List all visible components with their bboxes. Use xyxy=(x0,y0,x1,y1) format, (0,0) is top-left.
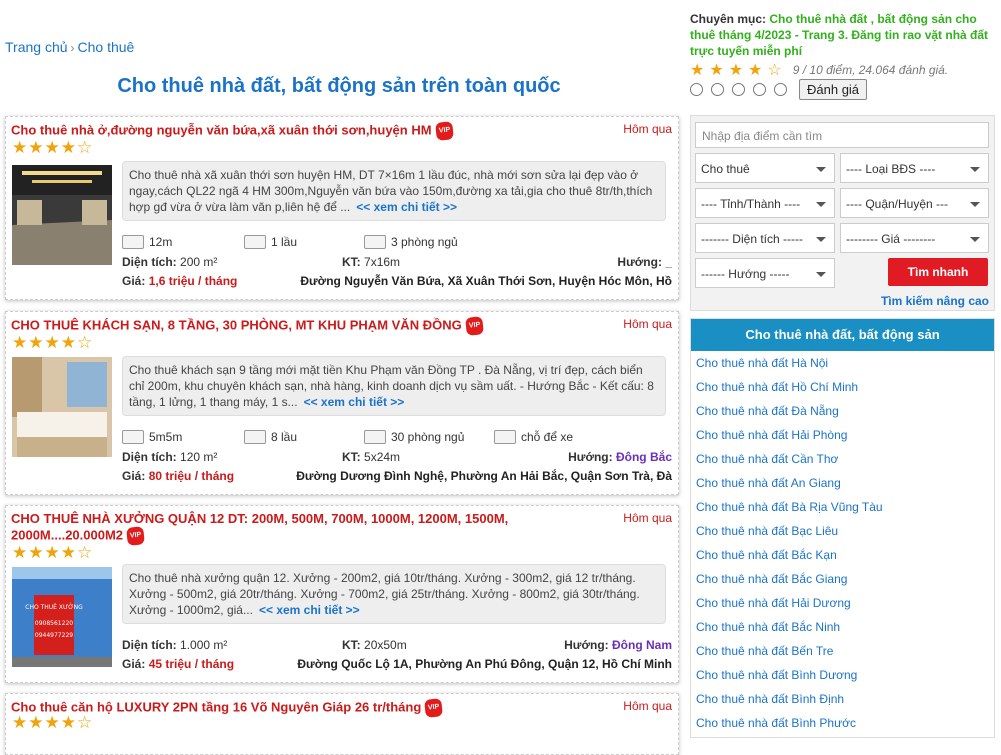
listing-thumbnail[interactable] xyxy=(12,357,112,457)
vip-badge: VIP xyxy=(435,121,454,141)
rating-radio-3[interactable] xyxy=(732,83,745,96)
category-link[interactable]: Cho thuê nhà đất Bắc Ninh xyxy=(696,620,841,634)
breadcrumb-current-link[interactable]: Cho thuê xyxy=(77,39,135,55)
search-panel xyxy=(690,115,995,311)
listing-meta-row-2: Giá: 1,6 triệu / tháng Đường Nguyễn Văn Bứa, Xã Xuân Thới Sơn, Huyện Hóc Môn, Hồ xyxy=(122,274,672,288)
listing-card xyxy=(5,693,679,755)
breadcrumb-home-link[interactable]: Trang chủ xyxy=(5,39,68,55)
floors-icon xyxy=(244,430,266,444)
listing-card xyxy=(5,505,679,683)
rating-stars: ★★★★☆ xyxy=(12,543,94,562)
listing-address: Đường Quốc Lộ 1A, Phường An Phú Đông, Quận 12, Hồ Chí Minh xyxy=(297,657,672,671)
listing-thumbnail[interactable] xyxy=(12,567,112,667)
location-search-input[interactable]: Nhập địa điểm cần tìm xyxy=(695,122,989,148)
vip-badge: VIP xyxy=(126,526,145,546)
car-icon xyxy=(494,430,516,444)
listing-meta-row-2: Giá: 45 triệu / tháng Đường Quốc Lộ 1A, Phường An Phú Đông, Quận 12, Hồ Chí Minh xyxy=(122,657,672,671)
listing-date: Hôm qua xyxy=(623,511,672,525)
category-list xyxy=(690,318,995,738)
breadcrumb-separator: › xyxy=(70,41,75,55)
listing-title[interactable]: CHO THUÊ NHÀ XƯỞNG QUẬN 12 DT: 200M, 500M, 700M, 1000M, 1200M, 1500M, 2000M....20.000M2 VIP xyxy=(11,511,531,545)
listing-date: Hôm qua xyxy=(623,122,672,136)
listing-meta-row-1: Diện tích: 120 m² KT: 5x24m Hướng: Đông Bắc xyxy=(122,450,672,464)
listing-address: Đường Dương Đình Nghệ, Phường An Hải Bắc, Quận Sơn Trà, Đà xyxy=(296,469,672,483)
category-link[interactable]: Cho thuê nhà đất Bà Rịa Vũng Tàu xyxy=(696,500,883,514)
breadcrumb xyxy=(5,39,134,55)
category-link[interactable]: Cho thuê nhà đất Đà Nẵng xyxy=(696,404,839,418)
listing-title[interactable]: CHO THUÊ KHÁCH SẠN, 8 TẦNG, 30 PHÒNG, MT KHU PHẠM VĂN ĐỒNG VIP xyxy=(11,317,571,335)
feature-parking: chỗ để xe xyxy=(494,430,573,444)
category-info: Chuyên mục: Cho thuê nhà đất , bất động sản cho thuê tháng 4/2023 - Trang 3. Đăng tin rao vặt nhà đất trực tuyến miễn phí xyxy=(690,12,989,58)
svg-text:0944977229: 0944977229 xyxy=(34,632,74,639)
rating-stars: ★★★★☆ xyxy=(12,333,94,352)
advanced-search-link[interactable]: Tìm kiếm nâng cao xyxy=(880,294,989,308)
feature-bedrooms: 30 phòng ngủ xyxy=(364,430,464,444)
listing-card xyxy=(5,116,679,300)
frontage-icon xyxy=(122,235,144,249)
hotel-room-image xyxy=(12,357,112,457)
category-link[interactable]: Cho thuê nhà đất Cần Thơ xyxy=(696,452,839,466)
category-link[interactable]: Cho thuê nhà đất Bình Dương xyxy=(696,668,858,682)
rating-stars: ★★★★☆ xyxy=(690,62,787,79)
category-link[interactable]: Cho thuê nhà đất Hải Phòng xyxy=(696,428,848,442)
feature-floors: 1 lầu xyxy=(244,235,297,249)
province-select[interactable]: ---- Tỉnh/Thành ---- xyxy=(695,188,835,218)
category-description: Cho thuê nhà đất , bất động sản cho thuê tháng 4/2023 - Trang 3. Đăng tin rao vặt nhà đất trực tuyến miễn phí xyxy=(690,12,989,58)
category-link[interactable]: Cho thuê nhà đất Bến Tre xyxy=(696,644,834,658)
listing-description: Cho thuê nhà xưởng quận 12. Xưởng - 200m2, giá 10tr/tháng. Xưởng - 300m2, giá 12 tr/tháng. Xưởng - 500m2, giá 20tr/tháng. Xưởng - 700m2, giá 25tr/tháng. Xưởng - 800m2, giá 30tr/tháng. Xưởng - 1000m2, giá... << xem chi tiết >> xyxy=(122,564,666,624)
listing-date: Hôm qua xyxy=(623,317,672,331)
listing-card xyxy=(5,311,679,495)
read-more-link[interactable]: << xem chi tiết >> xyxy=(258,603,360,617)
listing-meta-row-2: Giá: 80 triệu / tháng Đường Dương Đình Nghệ, Phường An Hải Bắc, Quận Sơn Trà, Đà xyxy=(122,469,672,483)
category-list-title: Cho thuê nhà đất, bất động sản xyxy=(691,319,994,351)
listing-description: Cho thuê khách sạn 9 tầng mới mặt tiền Khu Phạm văn Đồng TP . Đà Nẵng, vị trí đẹp, cách biển chỉ 200m, khu chuyên khách sạn, nhà hàng, kinh doanh dịch vụ sầm uất. - Hướng Bắc - Kết cấu: 8 tầng, 1 lửng, 1 thang máy, 1 s... << xem chi tiết >> xyxy=(122,356,666,416)
listing-type-select[interactable]: Cho thuê xyxy=(695,153,835,183)
listing-title[interactable]: Cho thuê căn hộ LUXURY 2PN tầng 16 Võ Nguyên Giáp 26 tr/tháng VIP xyxy=(11,699,571,717)
category-link[interactable]: Cho thuê nhà đất Bình Phước xyxy=(696,716,857,730)
page-title: Cho thuê nhà đất, bất động sản trên toàn quốc xyxy=(117,75,561,97)
rating-radio-1[interactable] xyxy=(690,83,703,96)
category-link[interactable]: Cho thuê nhà đất Bình Định xyxy=(696,692,845,706)
category-link[interactable]: Cho thuê nhà đất Hà Nội xyxy=(696,356,829,370)
rating-stars: ★★★★☆ xyxy=(12,138,94,157)
listing-address: Đường Nguyễn Văn Bứa, Xã Xuân Thới Sơn, Huyện Hóc Môn, Hồ xyxy=(300,274,672,288)
room-image xyxy=(12,165,112,265)
rating-stars: ★★★★☆ xyxy=(12,713,94,732)
feature-bedrooms: 3 phòng ngủ xyxy=(364,235,458,249)
category-link[interactable]: Cho thuê nhà đất Hồ Chí Minh xyxy=(696,380,859,394)
rating-radio-5[interactable] xyxy=(774,83,787,96)
district-select[interactable]: ---- Quận/Huyện --- xyxy=(840,188,989,218)
read-more-link[interactable]: << xem chi tiết >> xyxy=(356,200,457,214)
bed-icon xyxy=(364,430,386,444)
vip-badge: VIP xyxy=(424,698,443,718)
listing-meta-row-1: Diện tích: 200 m² KT: 7x16m Hướng: _ xyxy=(122,255,672,269)
area-select[interactable]: ------- Diện tích ----- xyxy=(695,223,835,253)
listing-description: Cho thuê nhà xã xuân thới sơn huyện HM, DT 7×16m 1 lầu đúc, nhà mới sơn sửa lại đẹp vào ở ngay,cách QL22 ngã 4 HM 300m,Nguyễn văn bứa vào 150m,đường xa tải,gia cho thuê 8tr/th,thích hợp gđ vừa ở vừa làm văn p,liên hệ để ... << xem chi tiết >> xyxy=(122,161,666,221)
feature-frontage: 12m xyxy=(122,235,172,249)
svg-text:0908561220: 0908561220 xyxy=(34,620,74,627)
category-link[interactable]: Cho thuê nhà đất Hải Dương xyxy=(696,596,851,610)
listing-thumbnail[interactable] xyxy=(12,165,112,265)
warehouse-image xyxy=(12,567,112,667)
category-link[interactable]: Cho thuê nhà đất Bạc Liêu xyxy=(696,524,839,538)
feature-frontage: 5m5m xyxy=(122,430,182,444)
rating-summary: 9 / 10 điểm, 24.064 đánh giá. xyxy=(792,63,949,77)
rating-radio-2[interactable] xyxy=(711,83,724,96)
svg-text:CHO THUÊ XƯỞNG: CHO THUÊ XƯỞNG xyxy=(25,604,83,611)
category-link[interactable]: Cho thuê nhà đất Bắc Giang xyxy=(696,572,848,586)
price-select[interactable]: -------- Giá -------- xyxy=(840,223,989,253)
feature-floors: 8 lầu xyxy=(244,430,297,444)
page-rating xyxy=(690,60,995,80)
category-link[interactable]: Cho thuê nhà đất Bắc Kạn xyxy=(696,548,837,562)
direction-select[interactable]: ------ Hướng ----- xyxy=(695,258,835,288)
category-link[interactable]: Cho thuê nhà đất An Giang xyxy=(696,476,841,490)
listing-date: Hôm qua xyxy=(623,699,672,713)
listing-meta-row-1: Diện tích: 1.000 m² KT: 20x50m Hướng: Đông Nam xyxy=(122,638,672,652)
vip-badge: VIP xyxy=(465,316,484,336)
frontage-icon xyxy=(122,430,144,444)
bed-icon xyxy=(364,235,386,249)
quick-search-button[interactable]: Tìm nhanh xyxy=(888,258,988,286)
rate-button[interactable]: Đánh giá xyxy=(799,79,867,100)
rating-radio-4[interactable] xyxy=(753,83,766,96)
listing-title[interactable]: Cho thuê nhà ở,đường nguyễn văn bứa,xã xuân thới sơn,huyện HM VIP xyxy=(11,122,571,140)
rating-selector xyxy=(690,79,867,100)
property-type-select[interactable]: ---- Loại BĐS ---- xyxy=(840,153,989,183)
floors-icon xyxy=(244,235,266,249)
read-more-link[interactable]: << xem chi tiết >> xyxy=(303,395,405,409)
